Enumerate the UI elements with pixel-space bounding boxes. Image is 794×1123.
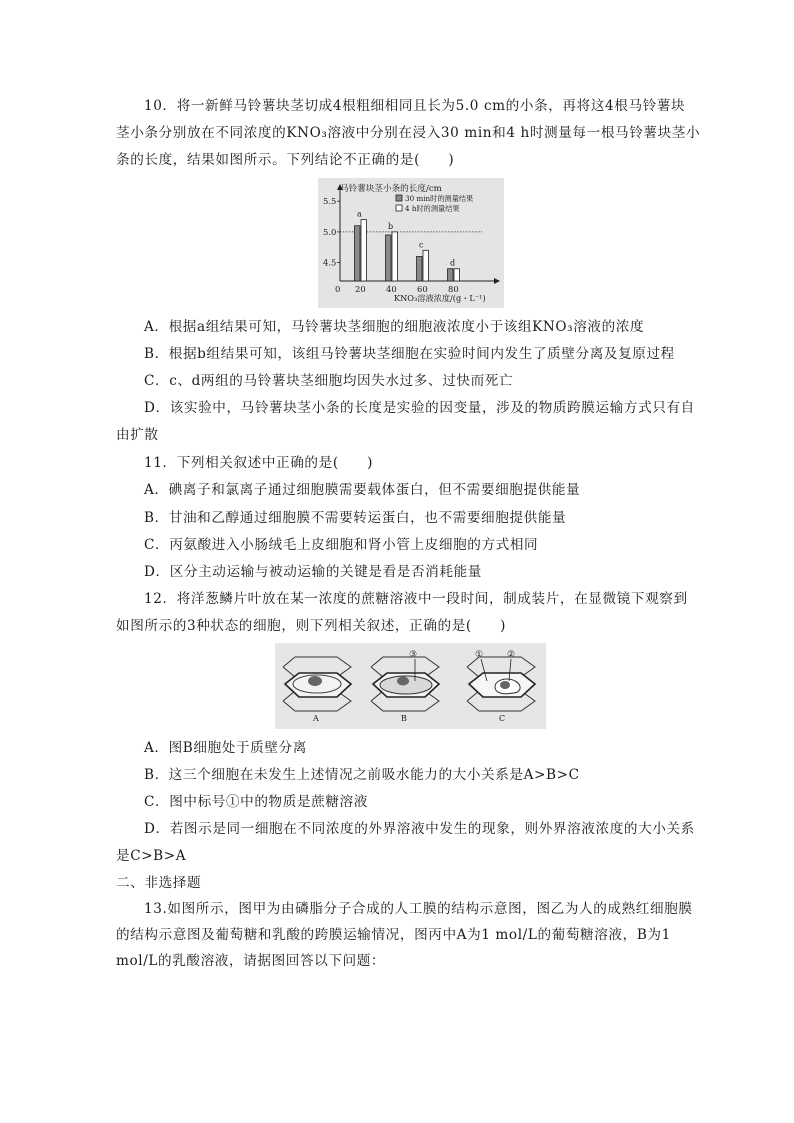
- bar-4h-80: [454, 269, 460, 281]
- y-axis-label: 马铃薯块茎小条的长度/cm: [340, 184, 442, 194]
- cell-svg: [275, 643, 546, 729]
- bar-30min-80: [448, 269, 454, 281]
- q12-option-a: A．图B细胞处于质壁分离: [144, 740, 307, 756]
- label-2: ②: [507, 650, 516, 660]
- group-label: a: [357, 209, 362, 219]
- label-1: ①: [475, 650, 484, 660]
- label-c: C: [499, 714, 506, 723]
- cell-c: [467, 650, 535, 723]
- section-heading: 二、非选择题: [116, 875, 202, 891]
- bar-30min-60: [417, 256, 423, 281]
- label-a: A: [313, 714, 319, 723]
- bar-30min-20: [355, 226, 361, 281]
- q10-option-b: B．根据b组结果可知，该组马铃薯块茎细胞在实验时间内发生了质壁分离及复原过程: [144, 346, 675, 362]
- bar-4h-20: [361, 220, 367, 281]
- legend-label: 4 h时的测量结果: [405, 204, 460, 213]
- group-label: d: [450, 258, 456, 268]
- cell-b-nucleus: [397, 677, 409, 686]
- q10-option-c: C．c、d两组的马铃薯块茎细胞均因失水过多、过快而死亡: [144, 373, 514, 389]
- legend-swatch: [396, 195, 402, 201]
- q10-stem-line-3: 条的长度，结果如图所示。下列结论不正确的是( ): [116, 152, 455, 168]
- q13-line-2: 的结构示意图及葡萄糖和乳酸的跨膜运输情况，图丙中A为1 mol/L的葡萄糖溶液，B为1: [116, 927, 671, 943]
- y-tick-label: 5.0: [323, 226, 337, 237]
- q13-line-1: 13.如图所示，图甲为由磷脂分子合成的人工膜的结构示意图，图乙为人的成熟红细胞膜: [144, 901, 693, 917]
- q11-option-b: B．甘油和乙醇通过细胞膜不需要转运蛋白，也不需要细胞提供能量: [144, 510, 567, 526]
- group-label: c: [419, 240, 424, 250]
- legend-swatch: [396, 205, 402, 211]
- legend-label: 30 min时的测量结果: [405, 194, 474, 203]
- cell-c-nucleus: [500, 681, 510, 689]
- q12-stem-line-1: 12．将洋葱鳞片叶放在某一浓度的蔗糖溶液中一段时间，制成装片，在显微镜下观察到: [144, 591, 688, 607]
- q10-stem-line-2: 茎小条分别放在不同浓度的KNO₃溶液中分别在浸入30 min和4 h时测量每一根马铃薯块茎小: [116, 125, 701, 141]
- bar-30min-40: [386, 235, 392, 281]
- q11-option-d: D．区分主动运输与被动运输的关键是看是否消耗能量: [144, 564, 482, 580]
- chart-svg: [318, 178, 504, 308]
- q11-option-c: C．丙氨酸进入小肠绒毛上皮细胞和肾小管上皮细胞的方式相同: [144, 537, 539, 553]
- q10-option-d-cont: 由扩散: [116, 427, 159, 443]
- cell-a: [283, 657, 351, 723]
- q10-stem-line-1: 10．将一新鲜马铃薯块茎切成4根粗细相同且长为5.0 cm的小条，再将这4根马铃薯块: [144, 98, 686, 114]
- x-tick-label: 60: [417, 284, 428, 294]
- cell-state-figure: [275, 643, 546, 729]
- label-3: ③: [409, 650, 418, 660]
- q11-stem: 11．下列相关叙述中正确的是( ): [144, 455, 374, 471]
- x-axis-label: KNO₃溶液浓度/(g・L⁻¹): [394, 293, 486, 303]
- length-bar-chart: [318, 178, 504, 308]
- x-tick-label: 80: [448, 284, 459, 294]
- q13-line-3: mol/L的乳酸溶液，请据图回答以下问题：: [116, 953, 386, 969]
- x-axis-arrow: [494, 278, 500, 284]
- cell-a-nucleus: [308, 676, 322, 686]
- q12-stem-line-2: 如图所示的3种状态的细胞，则下列相关叙述，正确的是( ): [116, 618, 507, 634]
- q12-option-d-cont: 是C>B>A: [116, 848, 187, 864]
- y-tick-label: 5.5: [323, 196, 337, 207]
- q12-option-b: B．这三个细胞在未发生上述情况之前吸水能力的大小关系是A>B>C: [144, 767, 580, 783]
- x-tick-label: 40: [386, 284, 397, 294]
- q12-option-c: C．图中标号①中的物质是蔗糖溶液: [144, 794, 368, 810]
- q10-option-d: D．该实验中，马铃薯块茎小条的长度是实验的因变量，涉及的物质跨膜运输方式只有自: [144, 400, 695, 416]
- group-label: b: [388, 221, 394, 231]
- y-tick-label: 4.5: [323, 257, 337, 268]
- cell-b: [371, 650, 439, 723]
- label-b: B: [401, 714, 407, 723]
- bar-4h-40: [392, 232, 398, 281]
- q12-option-d: D．若图示是同一细胞在不同浓度的外界溶液中发生的现象，则外界溶液浓度的大小关系: [144, 821, 695, 837]
- x-origin-label: 0: [335, 284, 341, 294]
- q11-option-a: A．碘离子和氯离子通过细胞膜需要载体蛋白，但不需要细胞提供能量: [144, 482, 581, 498]
- x-tick-label: 20: [355, 284, 366, 294]
- q10-option-a: A．根据a组结果可知，马铃薯块茎细胞的细胞液浓度小于该组KNO₃溶液的浓度: [144, 319, 645, 335]
- bar-4h-60: [423, 250, 429, 281]
